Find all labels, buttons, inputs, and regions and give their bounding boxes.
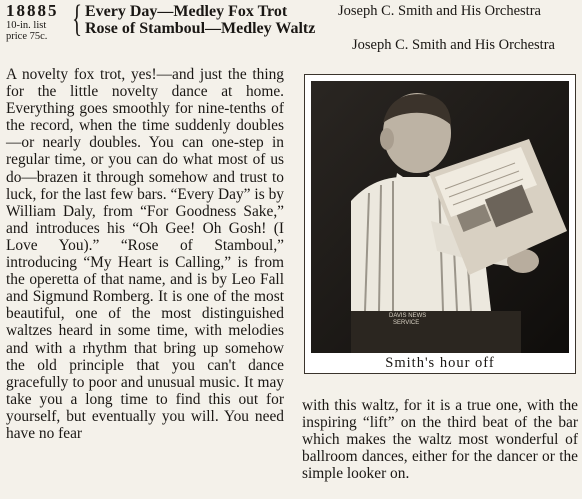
title-side-a: Every Day—Medley Fox Trot [85, 3, 288, 20]
photo-frame [304, 74, 576, 374]
photo-stamp-line-1: DAVIS NEWS [389, 313, 427, 319]
record-header [6, 2, 580, 62]
record-size: 10-in. list [6, 20, 47, 31]
description-left-column [6, 66, 284, 442]
title-side-b: Rose of Stamboul—Medley Waltz [85, 20, 316, 37]
photograph [311, 81, 569, 353]
description-right-column [302, 397, 578, 482]
artist-side-b: Joseph C. Smith and His Orchestra [352, 37, 555, 53]
artist-side-a: Joseph C. Smith and His Orchestra [338, 3, 541, 19]
list-price: price 75c. [6, 31, 48, 42]
photo-illustration [311, 81, 569, 353]
photo-caption: Smith's hour off [385, 355, 495, 371]
brace-glyph: { [72, 0, 83, 40]
catalog-number: 18885 [6, 1, 59, 20]
photo-stamp-line-2: SERVICE [393, 320, 420, 326]
catalog-block [6, 2, 76, 42]
description-paragraph: A novelty fox trot, yes!—and just the thing for the little novelty dance at home. Everything goes smoothly for nine-tenths of the record, when the time suddenly doubles—or nearly doubles. You can one-step in regular time, or you can do what most of us do—brazen it through somehow and trust to luck, for the last few bars. “Every Day” is by William Daly, from “For Goodness Sake,” and introduces his “Oh Gee! Oh Gosh! (I Love You).” “Rose of Stamboul,” introducing “My Heart is Calling,” is from the operetta of that name, and is by Leo Fall and Sigmund Romberg. It is one of the most beautiful, one of the most distinguished waltzes heard in some time, with melodies and with a rhythm that bring up somehow the old principle that you can't dance gracefully to poor and unusual music. It may take you a long time to find this out for yourself, but eventually you will. You need have no fear [6, 66, 284, 442]
description-continuation: with this waltz, for it is a true one, with the inspiring “lift” on the third beat of the bar which makes the waltz most wonderful of ballroom dances, either for the dancer or the simple looker on. [302, 397, 578, 483]
